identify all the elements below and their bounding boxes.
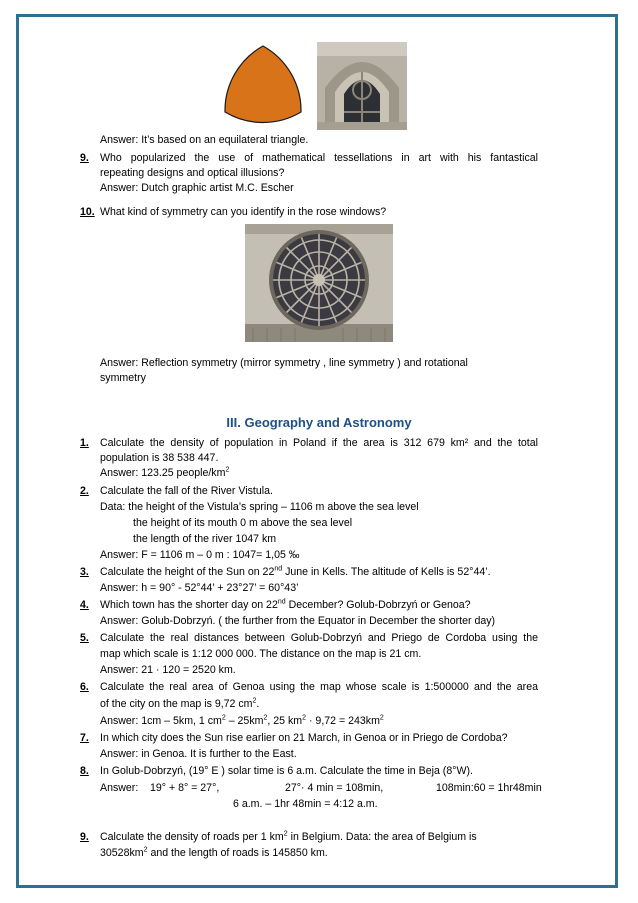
question-9-line-2: repeating designs and optical illusions?	[100, 167, 285, 179]
gothic-window-photo	[317, 42, 407, 130]
geo-question-3-line-1: Calculate the height of the Sun on 22nd June in Kells. The altitude of Kells is 52°44’.	[100, 565, 491, 578]
geo-question-8-line-1: In Golub-Dobrzyń, (19° E ) solar time is 6 a.m. Calculate the time in Beja (8°W).	[100, 765, 473, 777]
geo-answer-8-step-2: 27°· 4 min = 108min,	[285, 782, 384, 794]
geo-answer-8-step-3: 108min:60 = 1hr48min	[436, 782, 542, 794]
geo-question-number-7: 7.	[80, 732, 89, 744]
question-10-line-1: What kind of symmetry can you identify in the rose windows?	[100, 206, 387, 218]
geo-question-1-line-1: Calculate the density of population in Poland if the area is 312 679 km² and the total	[100, 437, 538, 449]
geo-question-7-line-1: In which city does the Sun rise earlier on 21 March, in Genoa or in Priego de Cordoba?	[100, 732, 508, 744]
geo-question-2-data-3: the length of the river 1047 km	[133, 533, 277, 545]
geo-question-4-line-1: Which town has the shorter day on 22nd December? Golub-Dobrzyń or Genoa?	[100, 598, 471, 611]
geo-question-number-2: 2.	[80, 485, 89, 497]
answer-q8: Answer: It’s based on an equilateral triangle.	[100, 134, 309, 146]
geo-question-5-line-2: map which scale is 1:12 000 000. The distance on the map is 21 cm.	[100, 648, 422, 660]
geo-question-number-8: 8.	[80, 765, 89, 777]
geo-answer-8-step-1: 19° + 8° = 27°,	[150, 782, 220, 794]
geo-question-1-line-2: population is 38 538 447.	[100, 452, 219, 464]
geo-question-6-line-2: of the city on the map is 9,72 $cm^2$.	[100, 697, 260, 710]
question-number-9: 9.	[80, 152, 89, 164]
geo-answer-8-line-2: 6 a.m. – 1hr 48min = 4:12 a.m.	[233, 798, 378, 810]
geo-question-number-6: 6.	[80, 681, 89, 693]
geo-question-number-5: 5.	[80, 632, 89, 644]
geo-question-9-line-2: $30528km^2$ and the length of roads is 145850 km.	[100, 846, 328, 859]
question-9-line-1: Who popularized the use of mathematical tessellations in art with his fantastical	[100, 152, 538, 164]
geo-question-2-data-1: Data: the height of the Vistula’s spring – 1106 m above the sea level	[100, 501, 419, 513]
geo-answer-3: Answer: h = 90° - 52°44’ + 23°27’ = 60°43’	[100, 582, 299, 594]
answer-q9: Answer: Dutch graphic artist M.C. Escher	[100, 182, 294, 194]
reuleaux-triangle-image	[221, 42, 305, 130]
answer-q10-line-1: Answer: Reflection symmetry (mirror symmetry , line symmetry ) and rotational	[100, 357, 468, 369]
section-heading: III. Geography and Astronomy	[226, 415, 412, 430]
geo-question-2-line-1: Calculate the fall of the River Vistula.	[100, 485, 273, 497]
geo-question-number-3: 3.	[80, 566, 89, 578]
rose-window-photo	[245, 224, 393, 342]
geo-answer-7: Answer: in Genoa. It is further to the East.	[100, 748, 297, 760]
geo-answer-2: Answer: F = 1106 m – 0 m : 1047= 1,05 ‰	[100, 549, 300, 561]
geo-answer-4: Answer: Golub-Dobrzyń. ( the further from the Equator in December the shorter day)	[100, 615, 496, 627]
geo-question-5-line-1: Calculate the real distances between Golub-Dobrzyń and Priego de Cordoba using the	[100, 632, 538, 644]
answer-q10-line-2: symmetry	[100, 372, 146, 384]
geo-question-2-data-2: the height of its mouth 0 m above the sea level	[133, 517, 353, 529]
geo-question-number-4: 4.	[80, 599, 89, 611]
geo-question-6-line-1: Calculate the real area of Genoa using the map whose scale is 1:500000 and the area	[100, 681, 538, 693]
geo-answer-5: Answer: 21 · 120 = 2520 km.	[100, 664, 236, 676]
geo-answer-1: Answer: 123.25 people/$km^2$	[100, 466, 230, 479]
geo-question-9-line-1: Calculate the density of roads per 1 $km^2$ in Belgium. Data: the area of Belgium is	[100, 830, 477, 843]
question-number-10: 10.	[80, 206, 95, 218]
geo-question-number-9: 9.	[80, 831, 89, 843]
geo-answer-8-label: Answer:	[100, 782, 139, 794]
geo-question-number-1: 1.	[80, 437, 89, 449]
geo-answer-6: Answer: 1cm – 5km, 1 $cm^2 - 25km^2$, 25 $km^2 \cdot 9,72 = 243km^2$	[100, 714, 384, 727]
